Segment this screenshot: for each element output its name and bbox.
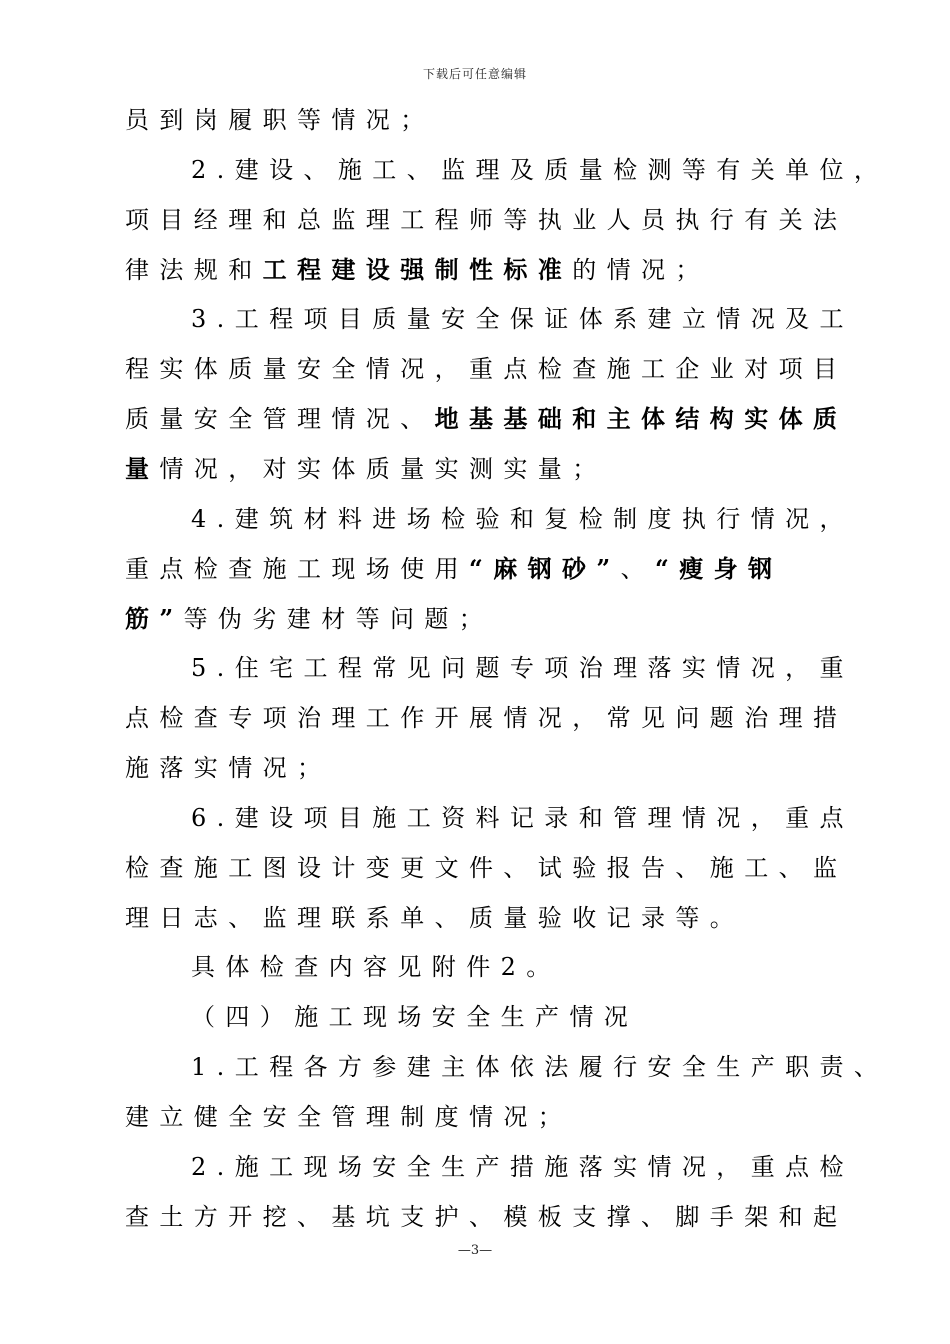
text-run: 具体检查内容见附件2。 [191, 953, 561, 982]
text-line [125, 952, 891, 982]
text-run: 情况，对实体质量实测实量； [159, 454, 607, 483]
text-run: 律法规和 [125, 255, 263, 284]
text-run: （四）施工现场安全生产情况 [191, 1003, 639, 1032]
text-run: 程实体质量安全情况，重点检查施工企业对项目 [125, 355, 848, 384]
text-run: 的情况； [572, 255, 710, 284]
text-line [125, 853, 848, 883]
text-run: 6.建设项目施工资料记录和管理情况，重点 [191, 803, 854, 832]
text-line [125, 703, 848, 733]
text-run: 重点检查施工现场使用 [125, 554, 469, 583]
bold-text: 地基基础和主体结构实体质 [434, 404, 848, 434]
text-run: 建立健全安全管理制度情况； [125, 1103, 573, 1131]
text-run: 点检查专项治理工作开展情况，常见问题治理措 [125, 704, 848, 733]
text-run: 项目经理和总监理工程师等执业人员执行有关法 [125, 205, 848, 234]
text-run: 员到岗履职等情况； [125, 106, 435, 134]
bold-text: “麻钢砂” [469, 553, 621, 583]
text-line [125, 1002, 891, 1032]
text-line [125, 205, 848, 235]
bold-text: 筋” [125, 603, 184, 633]
text-line [125, 1102, 825, 1132]
text-line [125, 604, 825, 634]
text-line [125, 554, 825, 584]
text-run: 3.工程项目质量安全保证体系建立情况及工 [191, 305, 854, 334]
text-run: 理日志、监理联系单、质量验收记录等。 [125, 903, 745, 932]
text-run: 1.工程各方参建主体依法履行安全生产职责、 [191, 1053, 889, 1082]
text-line [125, 255, 825, 285]
text-run: 等伪劣建材等问题； [183, 604, 494, 633]
text-run: 4.建筑材料进场检验和复检制度执行情况， [191, 504, 854, 533]
text-run: 质量安全管理情况、 [125, 405, 435, 434]
text-run: 、 [620, 554, 656, 583]
text-line [125, 903, 825, 933]
text-line [125, 653, 891, 683]
text-line [125, 404, 848, 434]
text-run: 2.施工现场安全生产措施落实情况，重点检 [191, 1152, 854, 1181]
text-run: 查土方开挖、基坑支护、模板支撑、脚手架和起 [125, 1202, 848, 1231]
text-line [125, 155, 891, 185]
text-line [125, 105, 825, 135]
text-run: 检查施工图设计变更文件、试验报告、施工、监 [125, 853, 848, 882]
text-line [125, 454, 825, 484]
text-line [125, 304, 891, 334]
bold-text: 量 [125, 453, 160, 483]
text-line [125, 1152, 891, 1182]
text-line [125, 354, 848, 384]
bold-text: “瘦身钢 [655, 553, 783, 583]
page-header: 下载后可任意编辑 [422, 67, 527, 81]
text-line [125, 504, 891, 534]
text-run: 施落实情况； [125, 754, 332, 783]
text-line [125, 1202, 848, 1232]
text-line [125, 1052, 891, 1082]
text-run: 5.住宅工程常见问题专项治理落实情况，重 [191, 654, 854, 683]
text-line [125, 803, 891, 833]
text-run: 2.建设、施工、监理及质量检测等有关单位， [191, 155, 889, 184]
text-line [125, 753, 825, 783]
bold-text: 工程建设强制性标准 [262, 254, 573, 284]
page-number: —3— [457, 1243, 493, 1258]
